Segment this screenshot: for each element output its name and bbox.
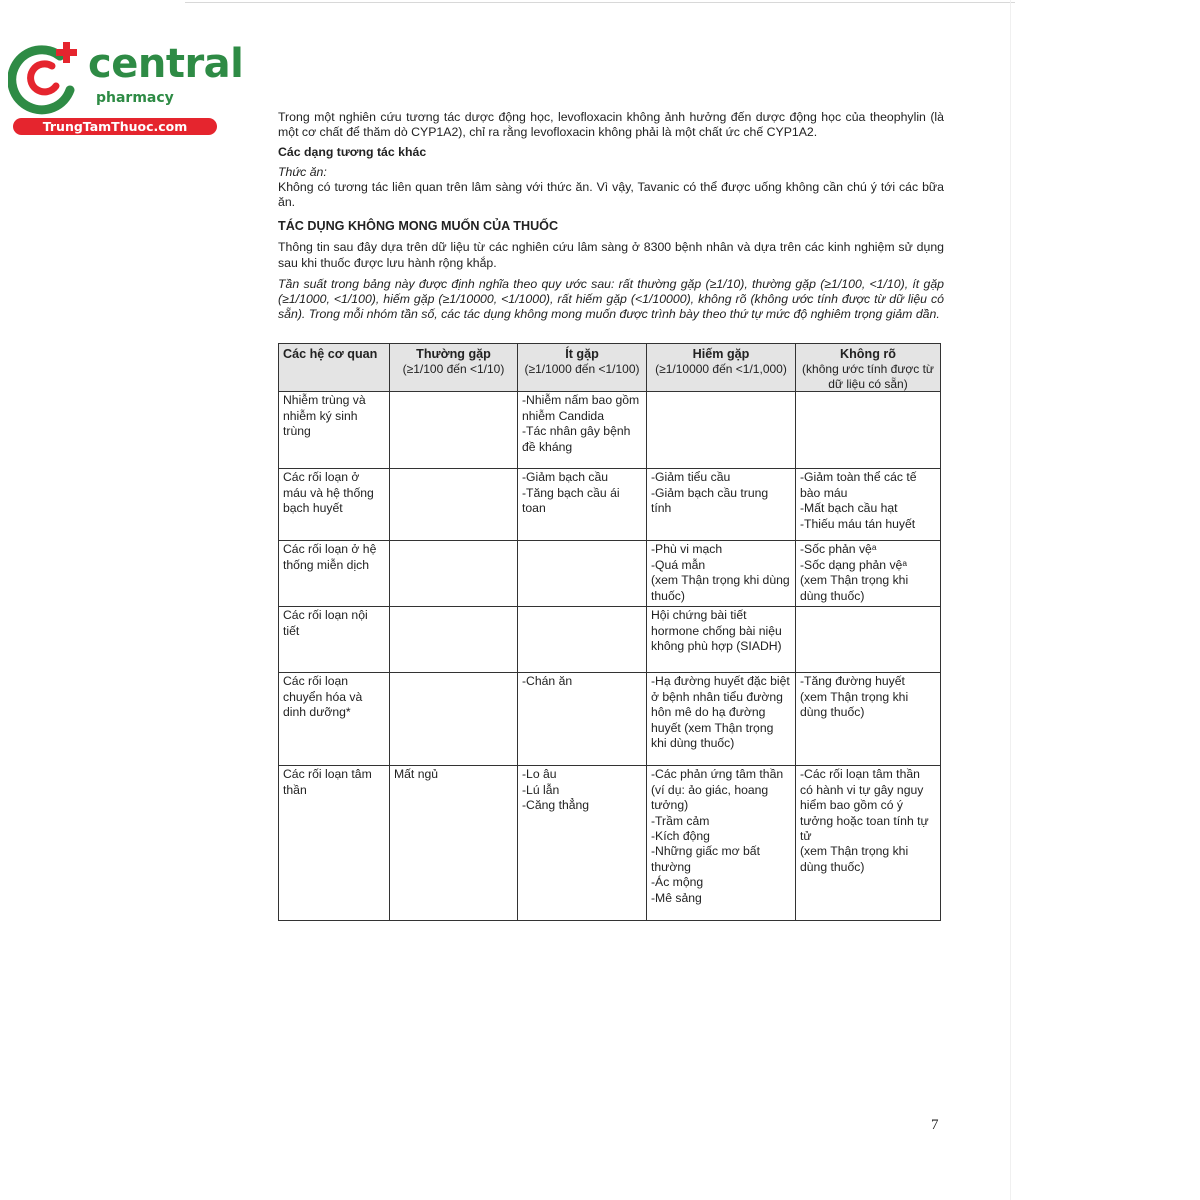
header-uncommon: Ít gặp (≥1/1000 đến <1/100)	[518, 344, 647, 392]
table-row	[279, 766, 941, 921]
other-interactions-heading: Các dạng tương tác khác	[278, 145, 427, 160]
cell-line: -Giảm tiểu cầu	[651, 470, 731, 485]
cell-line: -Quá mẫn	[651, 557, 706, 572]
page-edge-rule	[1010, 0, 1011, 1200]
table-row	[279, 469, 941, 541]
cell-line: -Mê sảng	[651, 890, 702, 905]
cell-line: -Thiếu máu tán huyết	[800, 516, 916, 531]
cell-line: -Tăng đường huyết	[800, 674, 905, 689]
uncommon-cell	[518, 673, 647, 766]
cell-line: -Mất bạch cầu hạt	[800, 501, 898, 516]
common-cell	[390, 392, 518, 469]
interaction-paragraph: Trong một nghiên cứu tương tác dược động học, levofloxacin không ảnh hưởng đến dược động học của theophylin (là một cơ chất để thăm dò CYP1A2), chỉ ra rằng levofloxacin không phải là một chất ức chế CYP1A2.	[278, 110, 944, 140]
organ-cell: Các rối loạn tâm thần	[279, 766, 390, 921]
adverse-effects-table	[278, 343, 941, 921]
common-cell	[390, 469, 518, 541]
table-header-row	[279, 344, 941, 392]
cell-line: (xem Thận trọng khi dùng thuốc)	[800, 689, 909, 720]
unknown-cell	[796, 607, 941, 673]
info-paragraph: Thông tin sau đây dựa trên dữ liệu từ các nghiên cứu lâm sàng ở 8300 bệnh nhân và dựa trên các kinh nghiệm sử dụng sau khi thuốc được lưu hành rộng khắp.	[278, 240, 944, 270]
table-row	[279, 392, 941, 469]
cell-line: -Giảm bạch cầu trung tính	[651, 485, 769, 516]
cell-line: -Lú lẫn	[522, 782, 560, 797]
cell-line: -Hạ đường huyết đặc biệt ở bệnh nhân tiểu đường hôn mê do hạ đường huyết (xem Thận trọng khi dùng thuốc)	[651, 674, 790, 751]
food-paragraph: Không có tương tác liên quan trên lâm sàng với thức ăn. Vì vậy, Tavanic có thể được uống không cần chú ý tới các bữa ăn.	[278, 179, 944, 210]
uncommon-cell	[518, 607, 647, 673]
cell-line: -Các phản ứng tâm thần (ví dụ: ảo giác, hoang tưởng)	[651, 767, 784, 813]
cell-line: -Chán ăn	[522, 674, 573, 689]
common-cell	[390, 541, 518, 607]
organ-cell: Các rối loạn nội tiết	[279, 607, 390, 673]
unknown-cell	[796, 392, 941, 469]
common-cell: Mất ngủ	[390, 766, 518, 921]
unknown-cell	[796, 469, 941, 541]
cell-line: Hội chứng bài tiết hormone chống bài niệu không phù hợp (SIADH)	[651, 608, 782, 654]
uncommon-cell	[518, 469, 647, 541]
central-pharmacy-logo[interactable]	[8, 36, 244, 138]
uncommon-cell	[518, 541, 647, 607]
rare-cell	[647, 469, 796, 541]
header-organ-system: Các hệ cơ quan	[279, 344, 390, 392]
cell-line: -Trầm cảm	[651, 813, 710, 828]
cell-line: (xem Thận trọng khi dùng thuốc)	[800, 844, 909, 874]
cell-line: -Căng thẳng	[522, 798, 590, 813]
cell-line: (xem Thận trọng khi dùng thuốc)	[800, 573, 909, 603]
top-rule	[185, 2, 1015, 3]
cell-line: -Kích động	[651, 829, 710, 844]
uncommon-cell	[518, 392, 647, 469]
rare-cell	[647, 673, 796, 766]
organ-cell: Các rối loạn ở hệ thống miễn dịch	[279, 541, 390, 607]
rare-cell	[647, 766, 796, 921]
unknown-cell	[796, 541, 941, 607]
cell-line: -Giảm toàn thể các tế bào máu	[800, 470, 917, 500]
header-unknown: Không rõ (không ước tính được từ dữ liệu có sẵn)	[796, 344, 941, 392]
rare-cell	[647, 541, 796, 607]
cell-line: -Phù vi mạch	[651, 542, 723, 557]
cell-line: (xem Thận trọng khi dùng thuốc)	[651, 573, 790, 603]
cell-line: -Lo âu	[522, 767, 557, 782]
common-cell	[390, 607, 518, 673]
central-logo-mark-icon	[8, 36, 88, 116]
rare-cell	[647, 392, 796, 469]
organ-cell: Nhiễm trùng và nhiễm ký sinh trùng	[279, 392, 390, 469]
common-cell	[390, 673, 518, 766]
food-heading: Thức ăn:	[278, 164, 327, 179]
logo-subtitle: pharmacy	[96, 90, 174, 106]
header-common: Thường gặp (≥1/100 đến <1/10)	[390, 344, 518, 392]
cell-line: -Các rối loạn tâm thần có hành vi tự gây nguy hiểm bao gồm có ý tưởng hoặc toan tính tự tử	[800, 767, 929, 844]
logo-wordmark: central	[88, 41, 244, 87]
page-number: 7	[931, 1117, 939, 1133]
rare-cell	[647, 607, 796, 673]
logo-site-url[interactable]: TrungTamThuoc.com	[13, 118, 217, 135]
unknown-cell	[796, 766, 941, 921]
cell-line: -Những giấc mơ bất thường	[651, 844, 760, 874]
organ-cell: Các rối loạn chuyển hóa và dinh dưỡng*	[279, 673, 390, 766]
table-row	[279, 607, 941, 673]
table-row	[279, 541, 941, 607]
unknown-cell	[796, 673, 941, 766]
cell-line: -Giảm bạch cầu	[522, 470, 609, 485]
cell-line: -Sốc phản vệᵃ	[800, 542, 877, 557]
cell-line: -Nhiễm nấm bao gồm nhiễm Candida	[522, 393, 640, 423]
cell-line: -Sốc dạng phản vệᵃ	[800, 557, 907, 572]
adverse-effects-heading: TÁC DỤNG KHÔNG MONG MUỐN CỦA THUỐC	[278, 219, 559, 234]
document-body	[278, 110, 944, 322]
table-row	[279, 673, 941, 766]
uncommon-cell	[518, 766, 647, 921]
cell-line: -Tác nhân gây bệnh đề kháng	[522, 424, 631, 454]
header-rare: Hiếm gặp (≥1/10000 đến <1/1,000)	[647, 344, 796, 392]
frequency-paragraph: Tần suất trong bảng này được định nghĩa theo quy ước sau: rất thường gặp (≥1/10), thường gặp (≥1/100, <1/10), ít gặp (≥1/1000, <1/100), hiếm gặp (≥1/10000, <1/1000), rất hiếm gặp (<1/10000), không rõ (không ước tính được từ dữ liệu có sẵn). Trong mỗi nhóm tần số, các tác dụng không mong muốn được trình bày theo thứ tự mức độ nghiêm trọng giảm dần.	[278, 276, 944, 322]
cell-line: -Tăng bạch cầu ái toan	[522, 485, 620, 516]
organ-cell: Các rối loạn ở máu và hệ thống bạch huyết	[279, 469, 390, 541]
cell-line: -Ác mộng	[651, 875, 704, 890]
